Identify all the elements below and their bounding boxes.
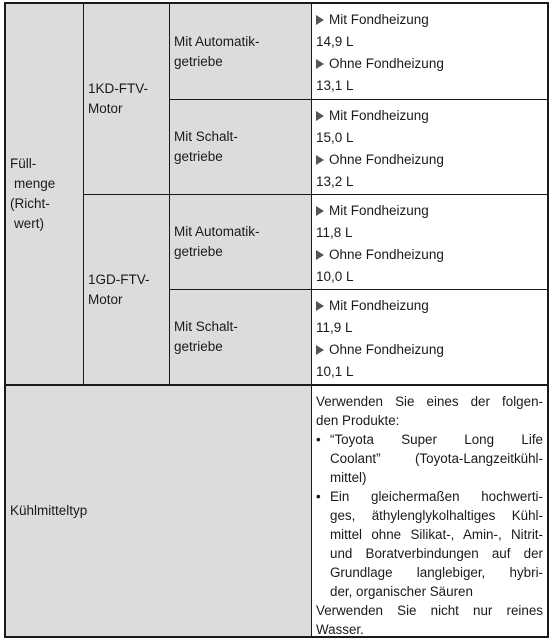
- bullet-dot: •: [316, 432, 321, 447]
- gearbox-manual: [170, 100, 312, 195]
- gearbox-automatic: [170, 4, 312, 100]
- gearbox-name-line: getriebe: [174, 149, 223, 164]
- gearbox-manual: [170, 290, 312, 384]
- coolant-type-text: Kühlmitteltyp: [10, 503, 88, 518]
- coolant-intro-line: den Produkte:: [316, 413, 400, 428]
- with-rear-heater-label: Mit Fondheizung: [329, 12, 429, 27]
- engine-1kd-ftv: [84, 4, 170, 195]
- without-rear-heater-value: 10,0 L: [316, 269, 354, 284]
- capacity-values: [312, 195, 547, 290]
- with-rear-heater-label: Mit Fondheizung: [329, 298, 429, 313]
- with-rear-heater-row: [316, 295, 543, 317]
- fill-label-line: menge: [14, 176, 56, 191]
- coolant-outro-line: Verwenden Sie nicht nur reines: [316, 603, 543, 618]
- gearbox-name-line: Mit Schalt-: [174, 129, 238, 144]
- capacity-values: [312, 290, 547, 384]
- bullet-line: der, organischer Säuren: [330, 584, 473, 599]
- coolant-spec-table: [4, 2, 549, 638]
- coolant-bullet-toyota: [316, 430, 543, 487]
- without-rear-heater-row: [316, 149, 543, 171]
- engine-1gd-ftv: [84, 195, 170, 384]
- capacity-values: [312, 100, 547, 195]
- gearbox-name-line: getriebe: [174, 339, 223, 354]
- fill-label-line: wert): [14, 216, 44, 231]
- with-rear-heater-row: [316, 200, 543, 222]
- triangle-right-icon: [316, 59, 324, 69]
- with-rear-heater-label: Mit Fondheizung: [329, 108, 429, 123]
- coolant-type-label: [6, 384, 312, 636]
- without-rear-heater-label: Ohne Fondheizung: [329, 56, 444, 71]
- triangle-right-icon: [316, 301, 324, 311]
- without-rear-heater-row: [316, 53, 543, 75]
- bullet-line: ges, äthylenglykolhaltiges Kühl-: [330, 508, 543, 523]
- without-rear-heater-label: Ohne Fondheizung: [329, 152, 444, 167]
- gearbox-name-line: Mit Schalt-: [174, 319, 238, 334]
- engine-name-line: 1KD-FTV-: [88, 81, 149, 96]
- gearbox-name-line: Mit Automatik-: [174, 224, 260, 239]
- without-rear-heater-label: Ohne Fondheizung: [329, 342, 444, 357]
- coolant-intro-line: Verwenden Sie eines der folgen-: [316, 394, 543, 409]
- gearbox-name-line: getriebe: [174, 53, 223, 69]
- without-rear-heater-row: [316, 244, 543, 266]
- gearbox-automatic: [170, 195, 312, 290]
- bullet-line: mittel): [330, 470, 367, 485]
- bullet-line: mittel ohne Silikat-, Amin-, Nitrit-: [330, 527, 543, 542]
- triangle-right-icon: [316, 111, 324, 121]
- coolant-bullet-equivalent: [316, 487, 543, 601]
- with-rear-heater-label: Mit Fondheizung: [329, 203, 429, 218]
- bullet-line: Ein gleichermaßen hochwerti-: [330, 489, 543, 504]
- with-rear-heater-row: [316, 105, 543, 127]
- with-rear-heater-value: 11,9 L: [316, 320, 353, 335]
- bullet-text: [330, 487, 543, 601]
- engine-name-line: Motor: [88, 101, 123, 116]
- capacity-values: [312, 4, 547, 100]
- triangle-right-icon: [316, 345, 324, 355]
- without-rear-heater-value: 13,1 L: [316, 78, 354, 93]
- with-rear-heater-value: 14,9 L: [316, 34, 354, 49]
- without-rear-heater-value: 10,1 L: [316, 364, 354, 379]
- coolant-outro-line: Wasser.: [316, 622, 364, 637]
- with-rear-heater-value: 15,0 L: [316, 130, 354, 145]
- engine-name-line: 1GD-FTV-: [88, 271, 150, 287]
- coolant-description: [312, 384, 547, 636]
- engine-name-line: Motor: [88, 291, 123, 307]
- bullet-line: Coolant” (Toyota-Langzeitkühl-: [330, 451, 543, 466]
- bullet-text: [330, 430, 543, 487]
- fill-label-line: Füll-: [10, 156, 37, 171]
- triangle-right-icon: [316, 155, 324, 165]
- triangle-right-icon: [316, 206, 324, 216]
- bullet-line: “Toyota Super Long Life: [330, 432, 543, 447]
- bullet-line: und Boratverbindungen auf der: [330, 546, 543, 561]
- with-rear-heater-row: [316, 9, 543, 31]
- bullet-line: Grundlage langlebiger, hybri-: [330, 565, 543, 580]
- fill-quantity-label: [6, 4, 84, 384]
- bullet-dot: •: [316, 489, 321, 504]
- without-rear-heater-label: Ohne Fondheizung: [329, 247, 444, 262]
- triangle-right-icon: [316, 15, 324, 25]
- without-rear-heater-value: 13,2 L: [316, 174, 354, 189]
- gearbox-name-line: getriebe: [174, 244, 223, 259]
- without-rear-heater-row: [316, 339, 543, 361]
- fill-label-line: (Richt-: [10, 196, 50, 211]
- triangle-right-icon: [316, 250, 324, 260]
- with-rear-heater-value: 11,8 L: [316, 225, 353, 240]
- gearbox-name-line: Mit Automatik-: [174, 33, 260, 49]
